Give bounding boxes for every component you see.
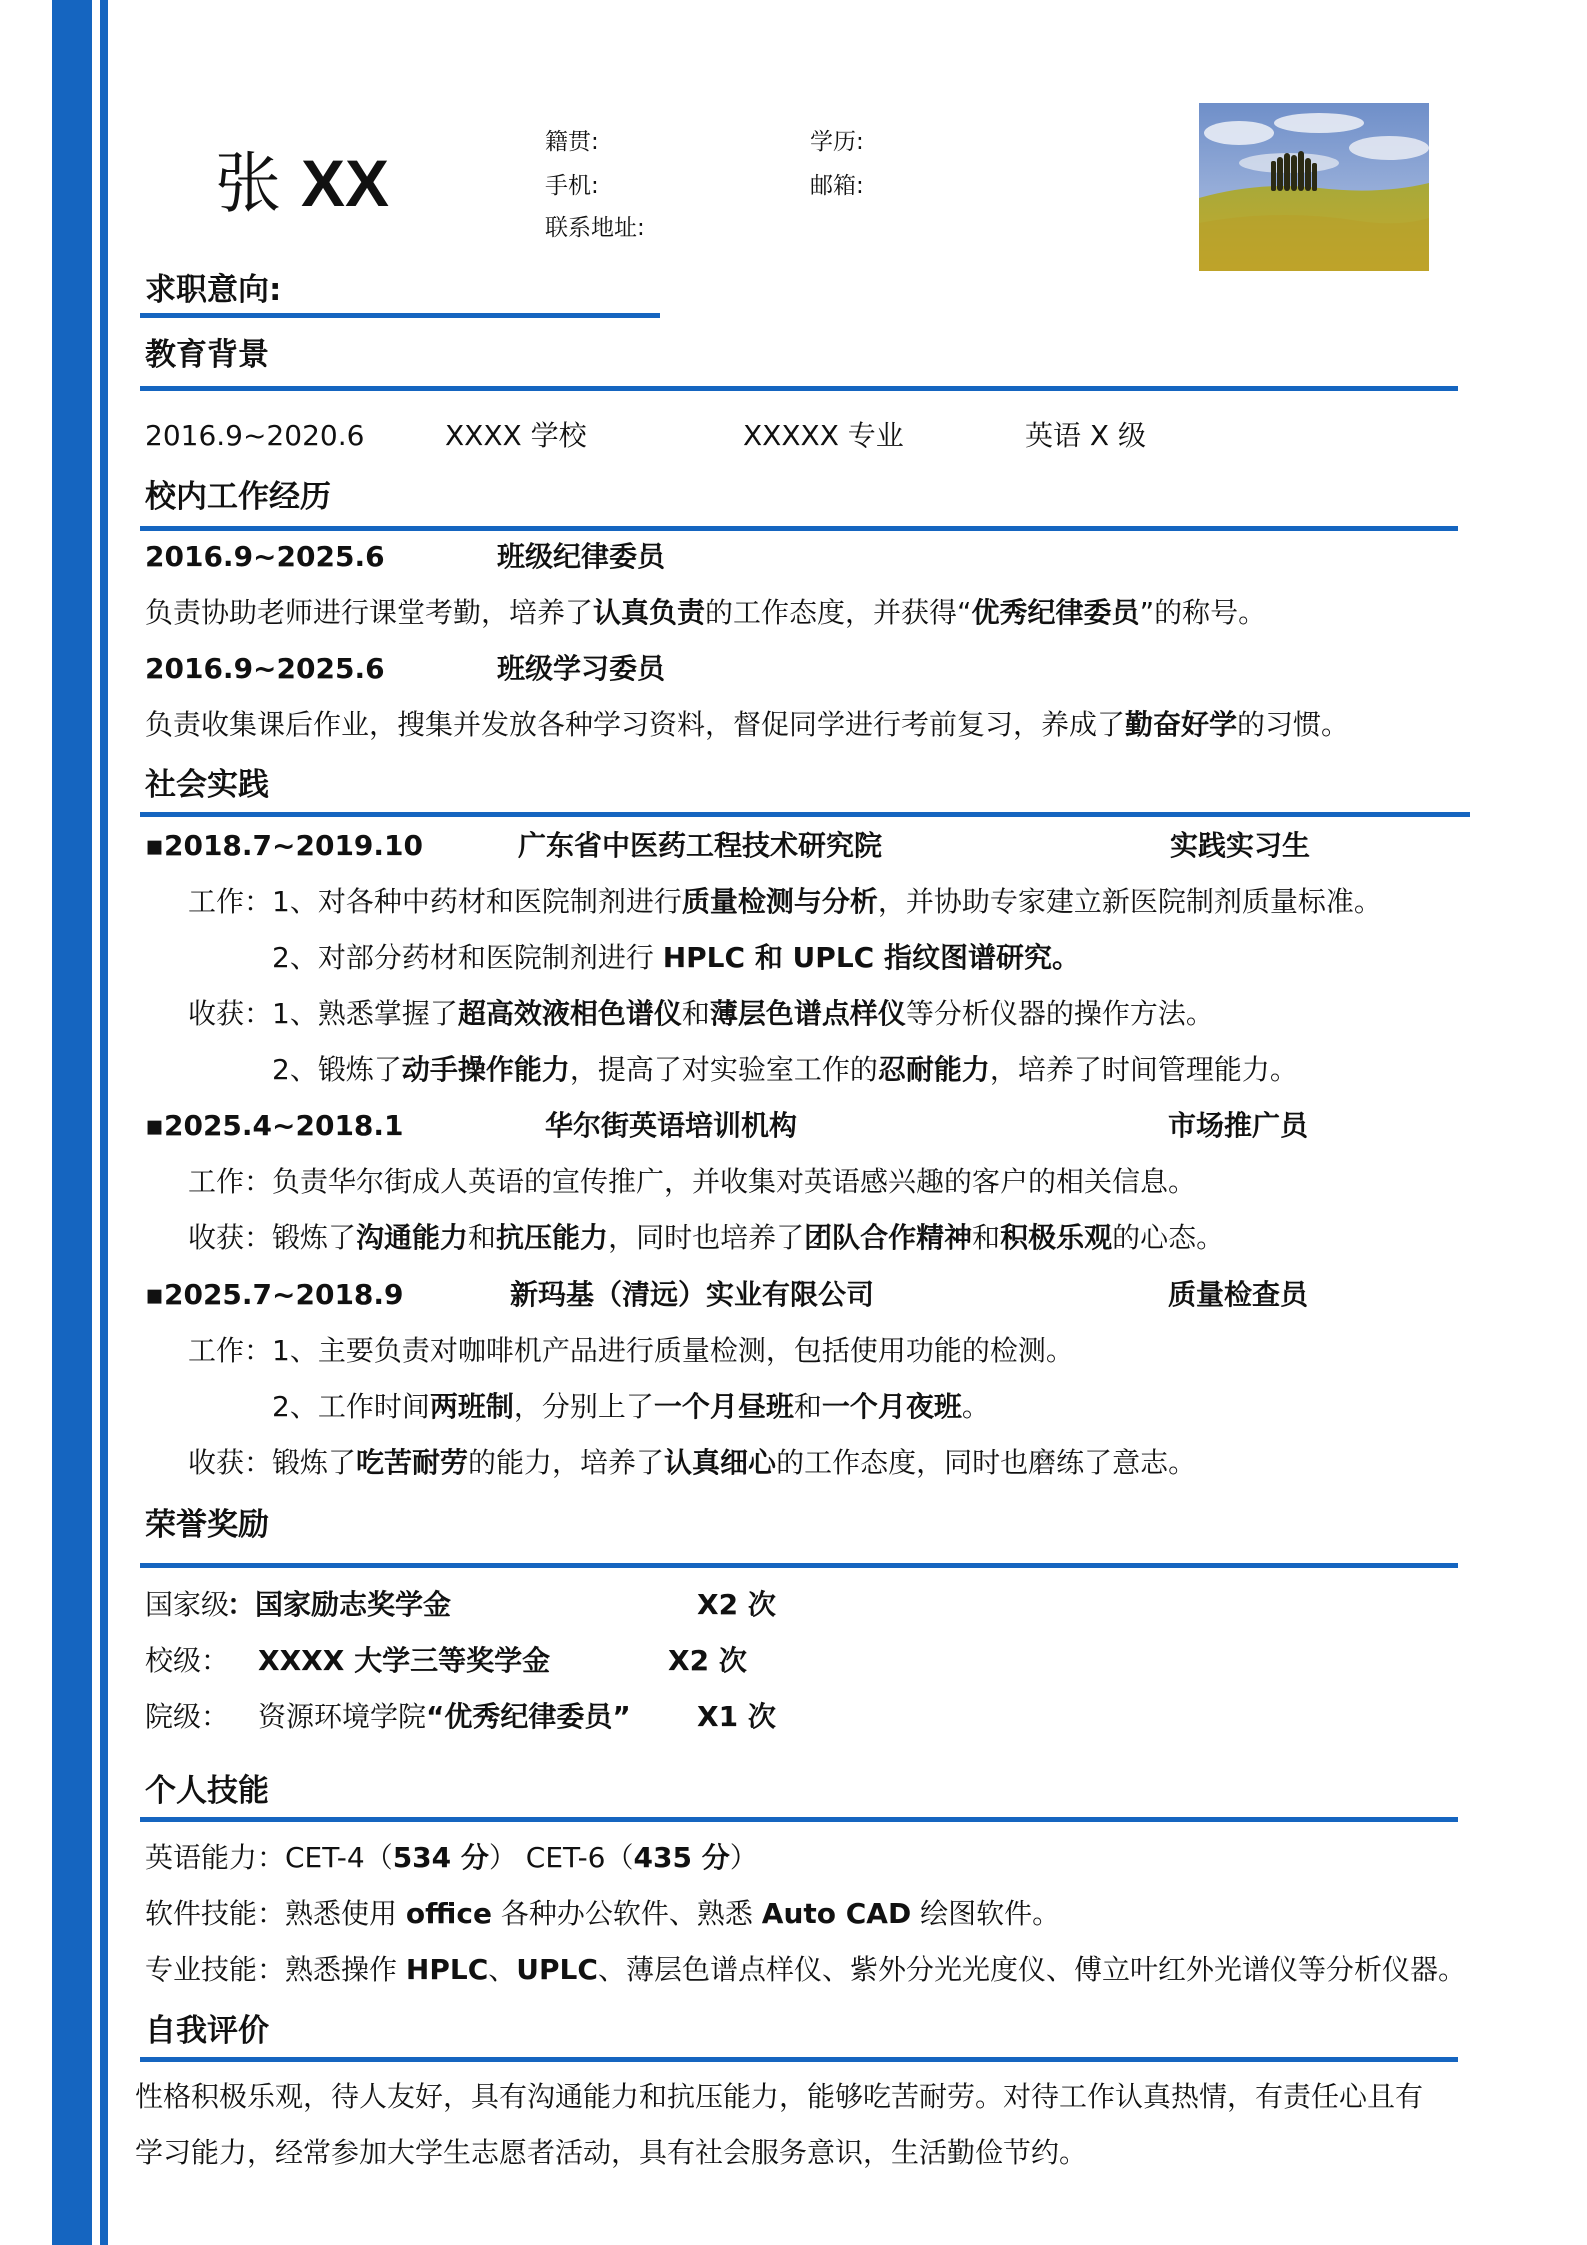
text-segment: 和 — [972, 1221, 1001, 1254]
left-accent-bar — [52, 0, 92, 2245]
practice-item-period: ▪2025.7~2018.9 — [145, 1278, 404, 1311]
profile-photo — [1199, 103, 1429, 271]
campus-item-role: 班级学习委员 — [497, 652, 666, 685]
practice-line — [272, 1387, 990, 1427]
text-segment: 和 — [793, 1390, 822, 1423]
skills-title: 个人技能 — [145, 1773, 269, 1809]
education-level-label: 学历: — [810, 129, 864, 155]
given-name: XX — [301, 146, 390, 220]
honor-award — [258, 1641, 550, 1681]
honor-level: 国家级 — [145, 1588, 230, 1621]
text-segment: 、薄层色谱点样仪、紫外分光光度仪、傅立叶红外光谱仪等分析仪器。 — [597, 1953, 1466, 1986]
bold-text-segment: 薄层色谱点样仪 — [709, 997, 906, 1030]
text-segment: 的能力，培养了 — [468, 1446, 665, 1479]
practice-item-role: 市场推广员 — [1168, 1109, 1309, 1142]
text-segment: ，培养了时间管理能力。 — [989, 1053, 1298, 1086]
address-label: 联系地址: — [545, 215, 645, 241]
bold-text-segment: ：国家励志奖学金 — [227, 1588, 452, 1621]
bold-text-segment: UPLC — [516, 1953, 598, 1986]
text-segment: 的工作态度，并获得“ — [705, 596, 972, 629]
practice-line — [188, 1162, 1196, 1202]
honor-award — [258, 1697, 631, 1737]
education-underline — [140, 386, 1458, 391]
objective-title: 求职意向: — [145, 272, 282, 308]
text-segment: ） CET-6（ — [488, 1841, 634, 1874]
text-segment: 和 — [468, 1221, 497, 1254]
text-segment: ） — [729, 1841, 758, 1874]
practice-item-org: 新玛基（清远）实业有限公司 — [510, 1278, 875, 1311]
bold-text-segment: XXXX 大学三等奖学金 — [258, 1644, 551, 1677]
practice-line — [272, 1050, 1298, 1090]
text-segment: 2、锻炼了 — [272, 1053, 402, 1086]
campus-title: 校内工作经历 — [145, 479, 331, 515]
text-segment: ，分别上了 — [513, 1390, 654, 1423]
skill-line — [145, 1950, 1466, 1990]
honor-award — [227, 1585, 451, 1625]
honors-underline — [140, 1563, 1458, 1568]
surname: 张 — [215, 145, 281, 222]
phone-label: 手机: — [545, 173, 599, 199]
bold-text-segment: 435 分 — [633, 1841, 730, 1874]
bold-text-segment: 动手操作能力 — [401, 1053, 570, 1086]
honor-level: 校级： — [145, 1644, 230, 1677]
campus-item-desc — [145, 705, 1349, 745]
text-segment: 工作：1、主要负责对咖啡机产品进行质量检测，包括使用功能的检测。 — [188, 1334, 1074, 1367]
left-accent-stripe — [100, 0, 108, 2245]
bold-text-segment: 质量检测与分析 — [681, 885, 878, 918]
campus-item-role: 班级纪律委员 — [497, 540, 666, 573]
self-eval-line: 性格积极乐观，待人友好，具有沟通能力和抗压能力，能够吃苦耐劳。对待工作认真热情，有责任心且有 — [135, 2080, 1424, 2113]
education-english: 英语 X 级 — [1025, 419, 1146, 452]
skill-line — [145, 1838, 758, 1878]
bold-text-segment: 吃苦耐劳 — [356, 1446, 469, 1479]
campus-underline — [140, 526, 1458, 531]
text-segment: 2、对部分药材和医院制剂进行 — [272, 941, 663, 974]
campus-item-desc — [145, 593, 1266, 633]
practice-item-period: ▪2018.7~2019.10 — [145, 829, 424, 862]
bold-text-segment: 认真细心 — [664, 1446, 777, 1479]
skills-underline — [140, 1817, 1458, 1822]
self-eval-title: 自我评价 — [145, 2013, 269, 2049]
self-eval-underline — [140, 2057, 1458, 2062]
honors-title: 荣誉奖励 — [145, 1507, 269, 1543]
bold-text-segment: office — [405, 1897, 492, 1930]
practice-line — [188, 1218, 1224, 1258]
landscape-photo-icon — [1199, 103, 1429, 271]
skill-line — [145, 1894, 1060, 1934]
text-segment: 等分析仪器的操作方法。 — [905, 997, 1214, 1030]
practice-title: 社会实践 — [145, 767, 269, 803]
text-segment: 绘图软件。 — [911, 1897, 1061, 1930]
campus-item-period: 2016.9~2025.6 — [145, 540, 385, 573]
bold-text-segment: 认真负责 — [593, 596, 706, 629]
text-segment: ，提高了对实验室工作的 — [569, 1053, 878, 1086]
bold-text-segment: “优秀纪律委员” — [426, 1700, 631, 1733]
bold-text-segment: 超高效液相色谱仪 — [457, 997, 682, 1030]
practice-line — [272, 938, 1080, 978]
honor-count: X2 次 — [697, 1588, 776, 1621]
practice-item-org: 华尔街英语培训机构 — [545, 1109, 798, 1142]
text-segment: 的习惯。 — [1237, 708, 1350, 741]
practice-underline — [140, 812, 1470, 817]
text-segment: 收获：1、熟悉掌握了 — [188, 997, 458, 1030]
text-segment: 和 — [681, 997, 710, 1030]
bold-text-segment: 团队合作精神 — [804, 1221, 973, 1254]
practice-line — [188, 882, 1382, 922]
bold-text-segment: HPLC 和 UPLC 指纹图谱研究。 — [662, 941, 1080, 974]
text-segment: ，同时也培养了 — [608, 1221, 805, 1254]
bold-text-segment: HPLC — [405, 1953, 489, 1986]
text-segment: ”的称号。 — [1139, 596, 1267, 629]
text-segment: 负责收集课后作业，搜集并发放各种学习资料，督促同学进行考前复习，养成了 — [145, 708, 1126, 741]
text-segment: 工作：负责华尔街成人英语的宣传推广，并收集对英语感兴趣的客户的相关信息。 — [188, 1165, 1197, 1198]
bold-text-segment: 积极乐观 — [1000, 1221, 1113, 1254]
practice-line — [188, 1443, 1196, 1483]
candidate-name — [215, 145, 390, 222]
text-segment: 软件技能：熟悉使用 — [145, 1897, 406, 1930]
bold-text-segment: 沟通能力 — [356, 1221, 469, 1254]
practice-item-period: ▪2025.4~2018.1 — [145, 1109, 404, 1142]
text-segment: 英语能力：CET-4（ — [145, 1841, 393, 1874]
bold-text-segment: 勤奋好学 — [1125, 708, 1238, 741]
bold-text-segment: Auto CAD — [761, 1897, 912, 1930]
honor-count: X2 次 — [668, 1644, 747, 1677]
bold-text-segment: 优秀纪律委员 — [971, 596, 1140, 629]
text-segment: 各种办公软件、熟悉 — [491, 1897, 762, 1930]
practice-item-org: 广东省中医药工程技术研究院 — [518, 829, 883, 862]
text-segment: 收获：锻炼了 — [188, 1221, 357, 1254]
education-title: 教育背景 — [145, 337, 269, 373]
text-segment: 、 — [488, 1953, 517, 1986]
text-segment: ，并协助专家建立新医院制剂质量标准。 — [877, 885, 1382, 918]
text-segment: 。 — [961, 1390, 990, 1423]
text-segment: 资源环境学院 — [258, 1700, 427, 1733]
text-segment: 2、工作时间 — [272, 1390, 430, 1423]
honor-count: X1 次 — [697, 1700, 776, 1733]
honor-level: 院级： — [145, 1700, 230, 1733]
self-eval-text — [135, 2069, 1423, 2181]
native-place-label: 籍贯: — [545, 129, 599, 155]
practice-line — [188, 994, 1214, 1034]
text-segment: 工作：1、对各种中药材和医院制剂进行 — [188, 885, 682, 918]
bold-text-segment: 抗压能力 — [496, 1221, 609, 1254]
education-major: XXXXX 专业 — [743, 419, 904, 452]
text-segment: 的工作态度，同时也磨练了意志。 — [776, 1446, 1197, 1479]
campus-item-period: 2016.9~2025.6 — [145, 652, 385, 685]
education-period: 2016.9~2020.6 — [145, 419, 365, 452]
practice-item-role: 实践实习生 — [1170, 829, 1311, 862]
bold-text-segment: 一个月昼班 — [653, 1390, 794, 1423]
text-segment: 的心态。 — [1112, 1221, 1225, 1254]
text-segment: 负责协助老师进行课堂考勤，培养了 — [145, 596, 594, 629]
text-segment: 专业技能：熟悉操作 — [145, 1953, 406, 1986]
email-label: 邮箱: — [810, 173, 864, 199]
self-eval-line: 学习能力，经常参加大学生志愿者活动，具有社会服务意识，生活勤俭节约。 — [135, 2136, 1088, 2169]
bold-text-segment: 忍耐能力 — [877, 1053, 990, 1086]
bold-text-segment: 一个月夜班 — [821, 1390, 962, 1423]
objective-underline — [140, 313, 660, 318]
text-segment: 收获：锻炼了 — [188, 1446, 357, 1479]
practice-item-role: 质量检查员 — [1168, 1278, 1309, 1311]
practice-line — [188, 1331, 1074, 1371]
bold-text-segment: 两班制 — [429, 1390, 514, 1423]
bold-text-segment: 534 分 — [392, 1841, 489, 1874]
education-school: XXXX 学校 — [445, 419, 587, 452]
